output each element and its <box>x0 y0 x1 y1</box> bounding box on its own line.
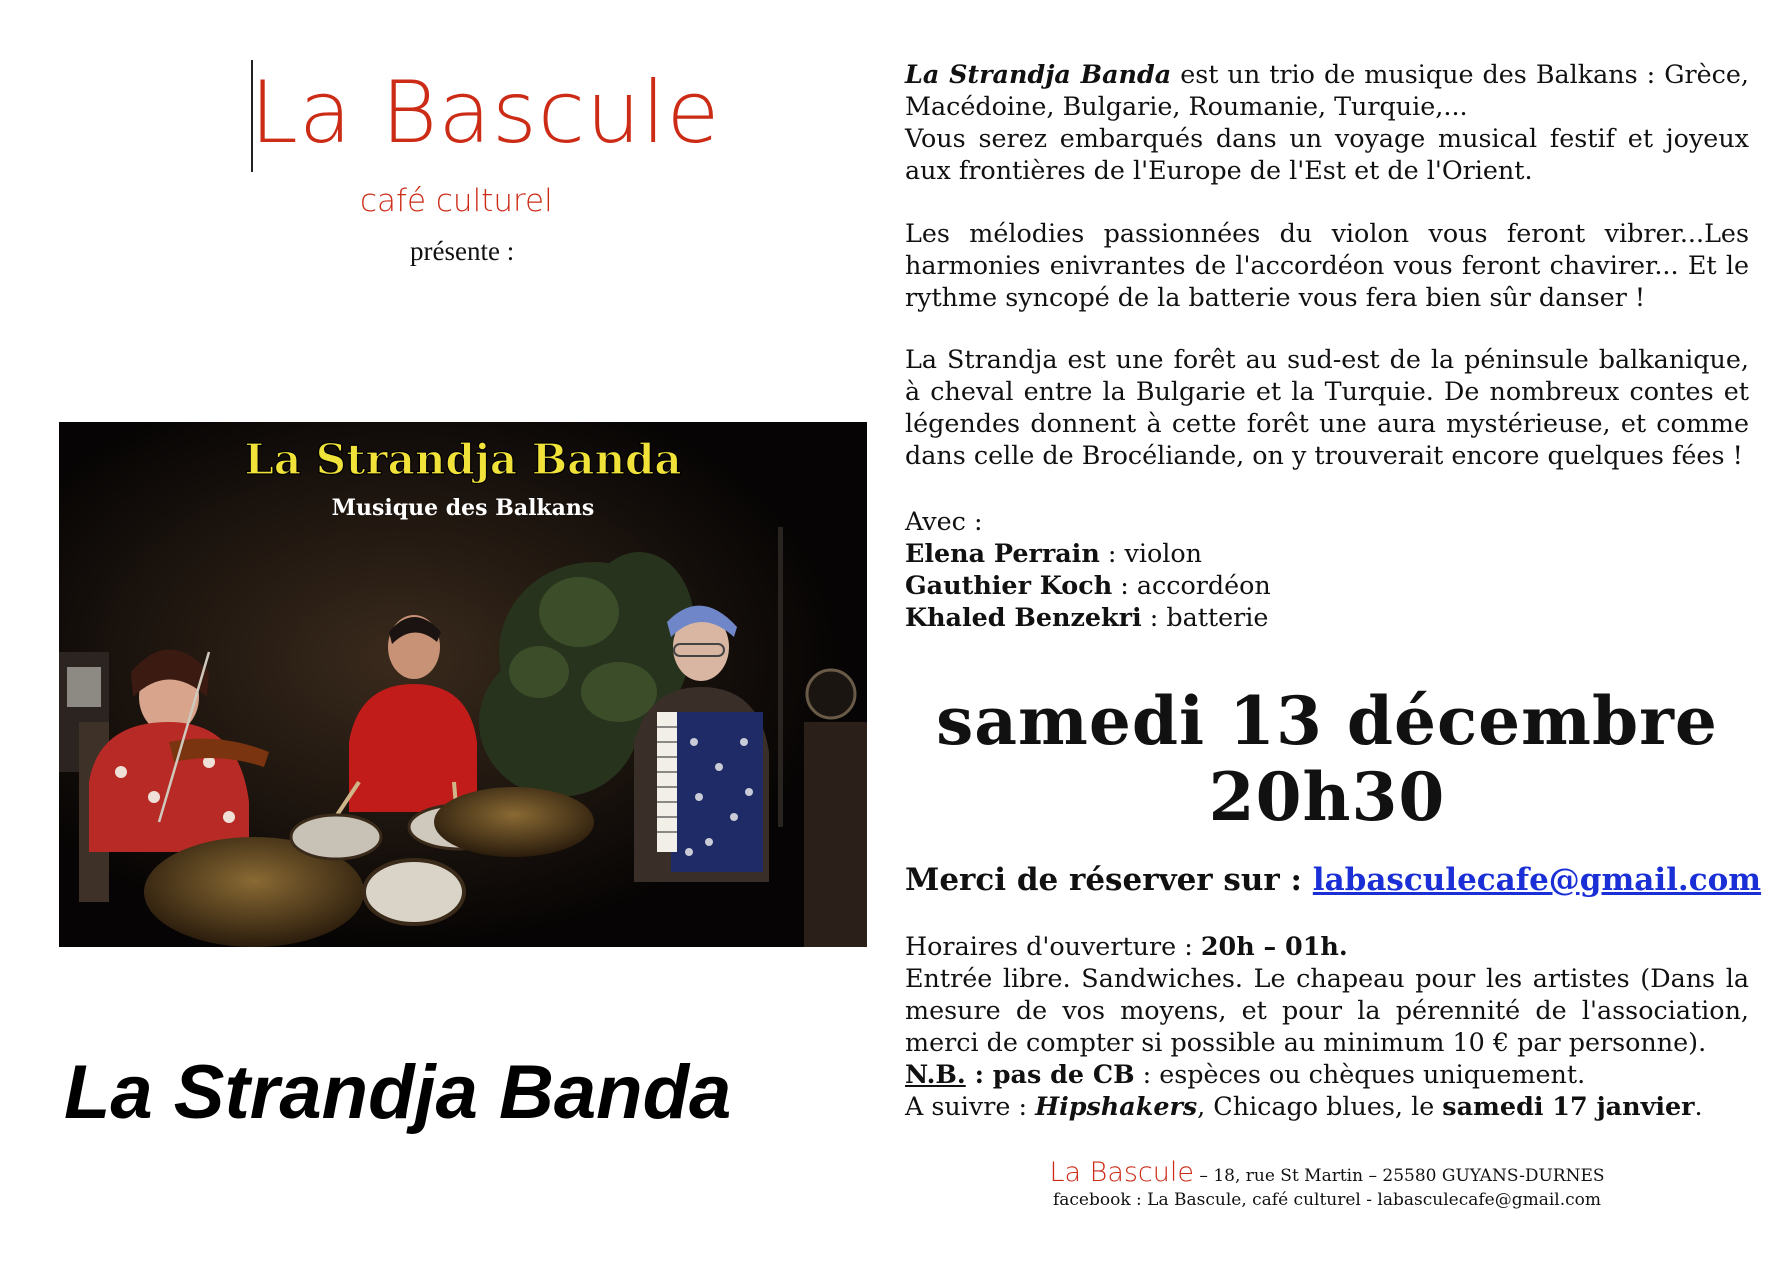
footer-logo: La Bascule <box>1049 1157 1195 1188</box>
intro-line2: Vous serez embarqués dans un voyage musical festif et joyeux aux frontières de l'Europe de l'Est et de l'Orient. <box>905 123 1749 185</box>
reservation-line <box>905 862 1762 898</box>
intro-paragraph <box>905 58 1749 186</box>
lineup-label: Avec : <box>905 506 983 536</box>
practical-info <box>905 930 1749 1122</box>
next-event: A suivre : Hipshakers, Chicago blues, le samedi 17 janvier. <box>905 1091 1703 1121</box>
footer-address <box>905 1157 1749 1188</box>
melodies-paragraph: Les mélodies passionnées du violon vous feront vibrer...Les harmonies enivrantes de l'accordéon vous feront chavirer... Et le rythme syncopé de la batterie vous fera bien sûr danser ! <box>905 218 1749 312</box>
strandja-paragraph: La Strandja est une forêt au sud-est de la péninsule balkanique, à cheval entre la Bulgarie et la Turquie. De nombreux contes et légendes donnent à cette forêt une aura mystérieuse, et comme dans celle de Brocéliande, on y trouverait encore quelques fées ! <box>905 344 1749 470</box>
venue-logo: La Bascule <box>250 63 721 163</box>
intro-line1: est un trio de musique des Balkans : Grèce, Macédoine, Bulgarie, Roumanie, Turquie,... <box>905 59 1749 121</box>
footer-address-text: – 18, rue St Martin – 25580 GUYANS-DURNES <box>1194 1166 1605 1186</box>
event-datetime <box>905 683 1749 835</box>
payment-note: N.B. : pas de CB : espèces ou chèques uniquement. <box>905 1059 1586 1089</box>
poster-subtitle: Musique des Balkans <box>331 495 595 521</box>
presents-text: présente : <box>410 236 515 266</box>
intro-band-name: La Strandja Banda <box>905 59 1172 89</box>
footer-contact: facebook : La Bascule, café culturel - labasculecafe@gmail.com <box>1052 1190 1601 1210</box>
band-title: La Strandja Banda <box>64 1050 732 1135</box>
event-time: 20h30 <box>1208 758 1446 836</box>
poster-title: La Strandja Banda <box>244 435 682 484</box>
reservation-email-link[interactable]: labasculecafe@gmail.com <box>1312 862 1762 898</box>
reservation-label: Merci de réserver sur : <box>905 862 1313 898</box>
venue-logo-subtitle: café culturel <box>360 183 553 219</box>
event-date: samedi 13 décembre <box>936 682 1718 760</box>
lineup-member: Khaled Benzekri : batterie <box>905 602 1269 632</box>
lineup-member: Gauthier Koch : accordéon <box>905 570 1271 600</box>
opening-hours: Horaires d'ouverture : 20h – 01h. <box>905 931 1348 961</box>
band-photo <box>59 422 867 947</box>
lineup <box>905 505 1749 633</box>
entry-info: Entrée libre. Sandwiches. Le chapeau pour les artistes (Dans la mesure de vos moyens, et pour la pérennité de l'association, merci de compter si possible au minimum 10 € par personne). <box>905 963 1749 1057</box>
lineup-member: Elena Perrain : violon <box>905 538 1202 568</box>
